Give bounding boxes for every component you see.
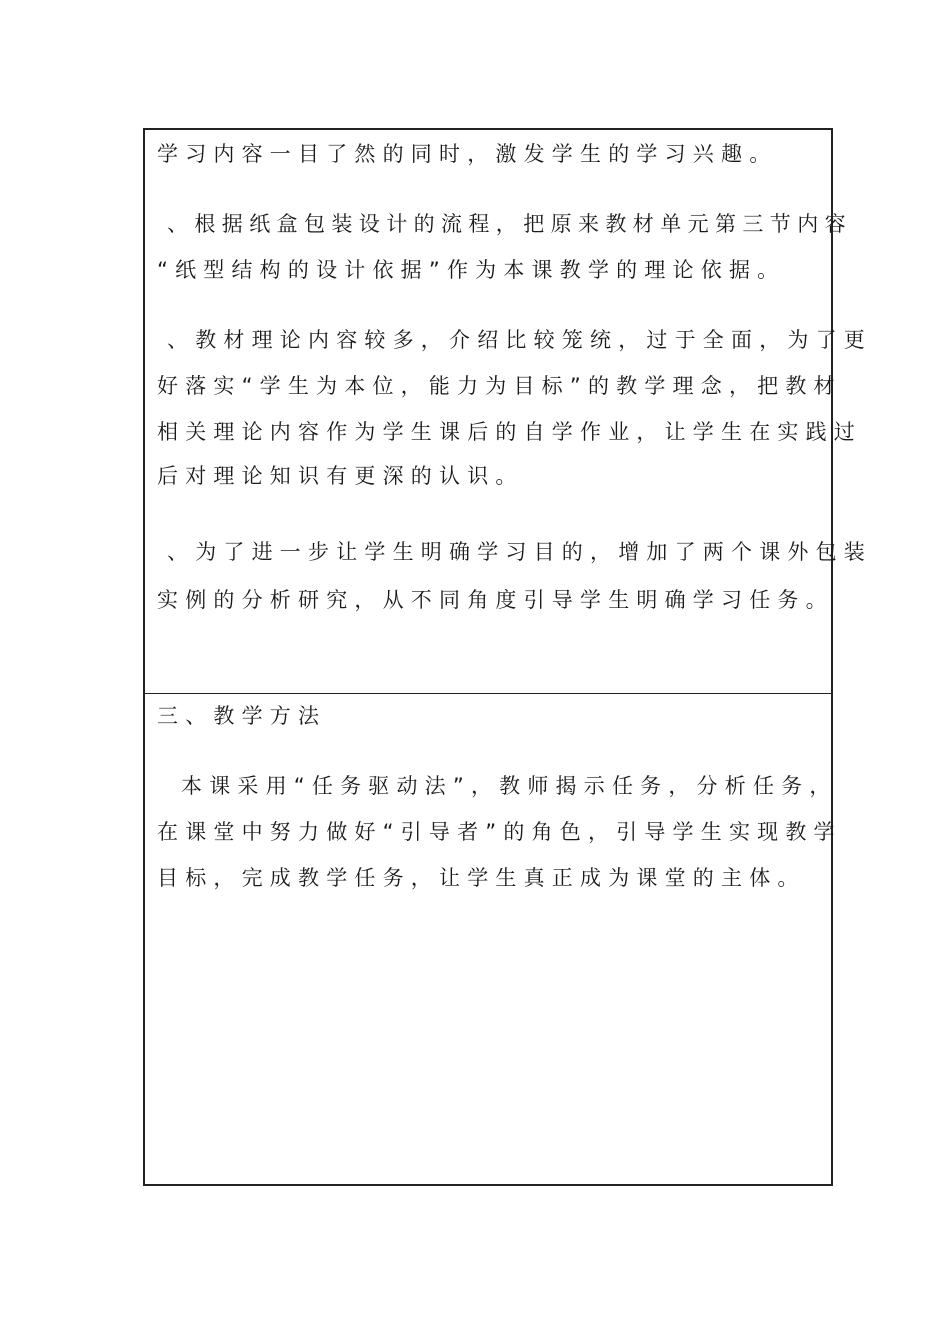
- point-3-line-2: 好落实“学生为本位，能力为目标”的教学理念，把教材: [157, 374, 842, 398]
- point-2-line-2: “纸型结构的设计依据”作为本课教学的理论依据。: [157, 258, 786, 282]
- point-3-line-4: 后对理论知识有更深的认识。: [157, 464, 524, 488]
- point-4-line-1: 、为了进一步让学生明确学习目的，增加了两个课外包装: [167, 540, 872, 564]
- lesson-plan-table: [143, 128, 872, 1186]
- teaching-content-cell: [145, 130, 872, 694]
- method-line-2: 在课堂中努力做好“引导者”的角色，引导学生实现教学: [157, 820, 842, 844]
- point-2-line-1: 、根据纸盒包装设计的流程，把原来教材单元第三节内容: [167, 212, 852, 236]
- point-3-line-3: 相关理论内容作为学生课后的自学作业，让学生在实践过: [157, 420, 862, 444]
- continuation-text: 学习内容一目了然的同时，激发学生的学习兴趣。: [157, 142, 778, 166]
- method-line-1: 本课采用“任务驱动法”，教师揭示任务，分析任务，: [181, 774, 838, 798]
- method-line-3: 目标，完成教学任务，让学生真正成为课堂的主体。: [157, 866, 806, 890]
- section-heading: 三、教学方法: [157, 704, 327, 728]
- teaching-method-cell: [145, 694, 842, 1184]
- point-4-line-2: 实例的分析研究，从不同角度引导学生明确学习任务。: [157, 588, 834, 612]
- point-3-line-1: 、教材理论内容较多，介绍比较笼统，过于全面，为了更: [167, 328, 872, 352]
